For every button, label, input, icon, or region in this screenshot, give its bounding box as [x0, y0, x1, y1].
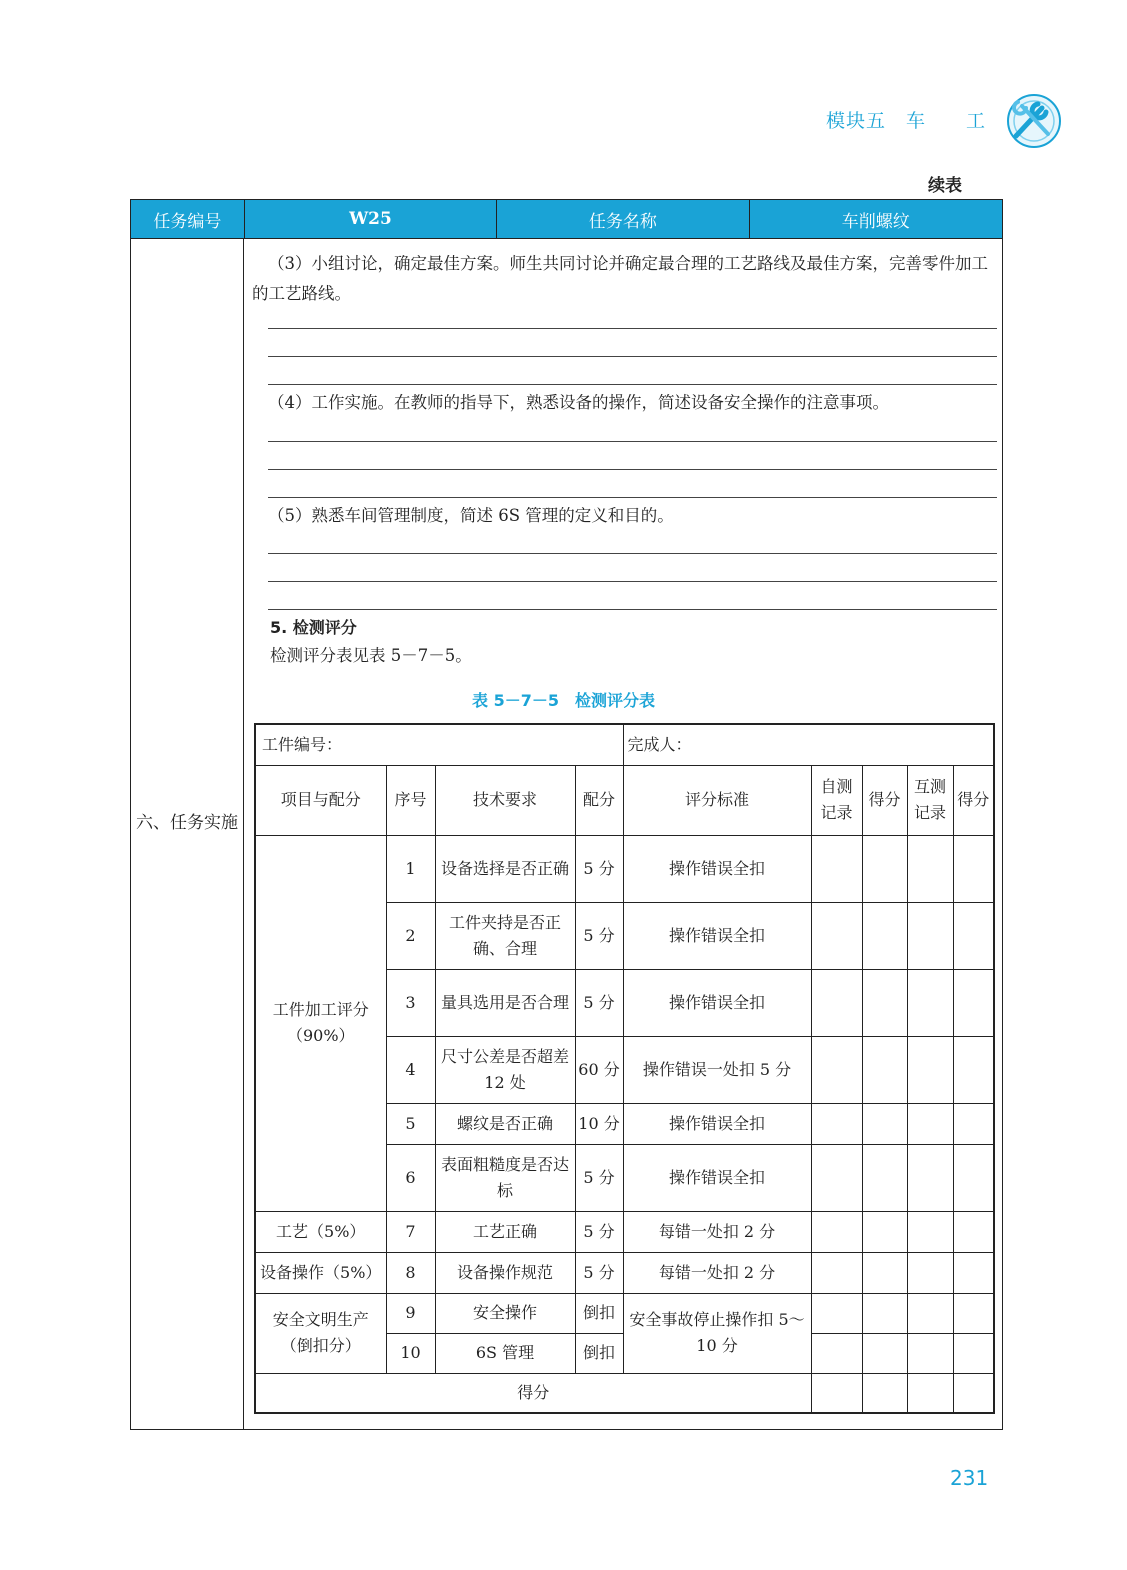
answer-line — [268, 609, 997, 610]
row-std: 操作错误一处扣 5 分 — [623, 1036, 811, 1103]
self-record-cell[interactable] — [811, 1103, 862, 1144]
header-task-name-label: 任务名称 — [497, 200, 749, 238]
peer-score-cell[interactable] — [953, 1252, 994, 1293]
peer-record-cell[interactable] — [907, 1103, 953, 1144]
row-std: 操作错误全扣 — [623, 969, 811, 1036]
workpiece-no-label: 工件编号： — [255, 724, 623, 765]
col-header: 序号 — [386, 765, 435, 835]
self-score-cell[interactable] — [862, 1036, 907, 1103]
self-record-cell[interactable] — [811, 1373, 862, 1413]
peer-score-cell[interactable] — [953, 1293, 994, 1333]
row-no: 8 — [386, 1252, 435, 1293]
total-row — [255, 1373, 994, 1413]
group-process: 工艺（5%） — [255, 1211, 386, 1252]
row-req: 工艺正确 — [435, 1211, 575, 1252]
row-req: 量具选用是否合理 — [435, 969, 575, 1036]
group-machining: 工件加工评分（90%） — [255, 835, 386, 1211]
row-no: 2 — [386, 902, 435, 969]
row-req: 设备选择是否正确 — [435, 835, 575, 902]
page-number: 231 — [950, 1466, 989, 1490]
row-req: 尺寸公差是否超差 12 处 — [435, 1036, 575, 1103]
table-caption: 表 5－7－5 检测评分表 — [472, 691, 655, 710]
row-no: 7 — [386, 1211, 435, 1252]
row-std: 操作错误全扣 — [623, 835, 811, 902]
self-score-cell[interactable] — [862, 969, 907, 1036]
total-label: 得分 — [255, 1373, 811, 1413]
row-score: 5 分 — [575, 1211, 623, 1252]
self-record-cell[interactable] — [811, 1036, 862, 1103]
row-no: 10 — [386, 1333, 435, 1373]
row-no: 4 — [386, 1036, 435, 1103]
self-record-cell[interactable] — [811, 969, 862, 1036]
row-req: 设备操作规范 — [435, 1252, 575, 1293]
wrench-logo-icon — [1002, 92, 1064, 150]
row-score: 60 分 — [575, 1036, 623, 1103]
step-5-text: （5）熟悉车间管理制度，简述 6S 管理的定义和目的。 — [268, 506, 674, 525]
row-no: 5 — [386, 1103, 435, 1144]
peer-record-cell[interactable] — [907, 1211, 953, 1252]
continued-label: 续表 — [928, 176, 962, 196]
answer-line — [268, 441, 997, 442]
table-row — [255, 1252, 994, 1293]
peer-score-cell[interactable] — [953, 1373, 994, 1413]
self-score-cell[interactable] — [862, 902, 907, 969]
self-record-cell[interactable] — [811, 1293, 862, 1333]
self-record-cell[interactable] — [811, 1144, 862, 1211]
group-safety: 安全文明生产（倒扣分） — [255, 1293, 386, 1373]
table-row — [255, 1293, 994, 1333]
peer-record-cell[interactable] — [907, 969, 953, 1036]
peer-score-cell[interactable] — [953, 835, 994, 902]
row-score: 5 分 — [575, 1252, 623, 1293]
col-header: 项目与配分 — [255, 765, 386, 835]
col-header: 得分 — [862, 765, 907, 835]
peer-record-cell[interactable] — [907, 1373, 953, 1413]
side-label: 六、任务实施 — [136, 813, 238, 833]
row-std: 每错一处扣 2 分 — [623, 1252, 811, 1293]
peer-score-cell[interactable] — [953, 1211, 994, 1252]
section-title: 5. 检测评分 — [270, 618, 357, 637]
self-score-cell[interactable] — [862, 1373, 907, 1413]
peer-record-cell[interactable] — [907, 1036, 953, 1103]
self-record-cell[interactable] — [811, 1333, 862, 1373]
row-score: 5 分 — [575, 835, 623, 902]
row-score: 倒扣 — [575, 1293, 623, 1333]
row-req: 安全操作 — [435, 1293, 575, 1333]
peer-record-cell[interactable] — [907, 1252, 953, 1293]
section-text: 检测评分表见表 5－7－5。 — [270, 646, 472, 665]
row-req: 螺纹是否正确 — [435, 1103, 575, 1144]
peer-score-cell[interactable] — [953, 1333, 994, 1373]
row-std: 操作错误全扣 — [623, 1144, 811, 1211]
self-score-cell[interactable] — [862, 835, 907, 902]
module-title: 模块五 车 工 — [826, 110, 987, 132]
peer-score-cell[interactable] — [953, 1036, 994, 1103]
header-task-no-label: 任务编号 — [131, 200, 245, 238]
peer-score-cell[interactable] — [953, 1103, 994, 1144]
row-req: 6S 管理 — [435, 1333, 575, 1373]
col-header: 得分 — [953, 765, 994, 835]
col-header: 配分 — [575, 765, 623, 835]
table-row — [255, 835, 994, 902]
completed-by-label: 完成人： — [623, 724, 994, 765]
self-score-cell[interactable] — [862, 1333, 907, 1373]
row-no: 9 — [386, 1293, 435, 1333]
col-header: 评分标准 — [623, 765, 811, 835]
row-score: 5 分 — [575, 1144, 623, 1211]
peer-record-cell[interactable] — [907, 1333, 953, 1373]
peer-score-cell[interactable] — [953, 969, 994, 1036]
row-no: 1 — [386, 835, 435, 902]
row-score: 5 分 — [575, 902, 623, 969]
row-std: 操作错误全扣 — [623, 902, 811, 969]
col-header: 自测记录 — [811, 765, 862, 835]
self-score-cell[interactable] — [862, 1211, 907, 1252]
step-3-text: （3）小组讨论，确定最佳方案。师生共同讨论并确定最合理的工艺路线及最佳方案，完善零件加工的工艺路线。 — [252, 254, 988, 303]
score-table — [254, 723, 995, 1414]
peer-record-cell[interactable] — [907, 1144, 953, 1211]
col-header: 技术要求 — [435, 765, 575, 835]
peer-record-cell[interactable] — [907, 835, 953, 902]
peer-record-cell[interactable] — [907, 1293, 953, 1333]
row-no: 3 — [386, 969, 435, 1036]
self-record-cell[interactable] — [811, 835, 862, 902]
answer-line — [268, 581, 997, 582]
row-std: 安全事故停止操作扣 5～10 分 — [623, 1293, 811, 1373]
answer-line — [268, 356, 997, 357]
header-task-no-value: W25 — [245, 200, 497, 238]
answer-line — [268, 328, 997, 329]
self-score-cell[interactable] — [862, 1144, 907, 1211]
table-row — [255, 1211, 994, 1252]
answer-line — [268, 469, 997, 470]
self-record-cell[interactable] — [811, 1252, 862, 1293]
self-score-cell[interactable] — [862, 1252, 907, 1293]
peer-record-cell[interactable] — [907, 902, 953, 969]
row-std: 操作错误全扣 — [623, 1103, 811, 1144]
peer-score-cell[interactable] — [953, 902, 994, 969]
step-4-text: （4）工作实施。在教师的指导下，熟悉设备的操作，简述设备安全操作的注意事项。 — [268, 393, 889, 412]
column-divider — [243, 239, 244, 1430]
group-equipment: 设备操作（5%） — [255, 1252, 386, 1293]
row-no: 6 — [386, 1144, 435, 1211]
self-record-cell[interactable] — [811, 1211, 862, 1252]
row-req: 表面粗糙度是否达标 — [435, 1144, 575, 1211]
row-score: 倒扣 — [575, 1333, 623, 1373]
peer-score-cell[interactable] — [953, 1144, 994, 1211]
answer-line — [268, 497, 997, 498]
answer-line — [268, 553, 997, 554]
task-header-row — [130, 199, 1003, 239]
row-score: 5 分 — [575, 969, 623, 1036]
answer-line — [268, 384, 997, 385]
row-std: 每错一处扣 2 分 — [623, 1211, 811, 1252]
col-header: 互测记录 — [907, 765, 953, 835]
row-score: 10 分 — [575, 1103, 623, 1144]
self-score-cell[interactable] — [862, 1293, 907, 1333]
self-score-cell[interactable] — [862, 1103, 907, 1144]
row-req: 工件夹持是否正确、合理 — [435, 902, 575, 969]
self-record-cell[interactable] — [811, 902, 862, 969]
header-task-name-value: 车削螺纹 — [841, 211, 910, 232]
